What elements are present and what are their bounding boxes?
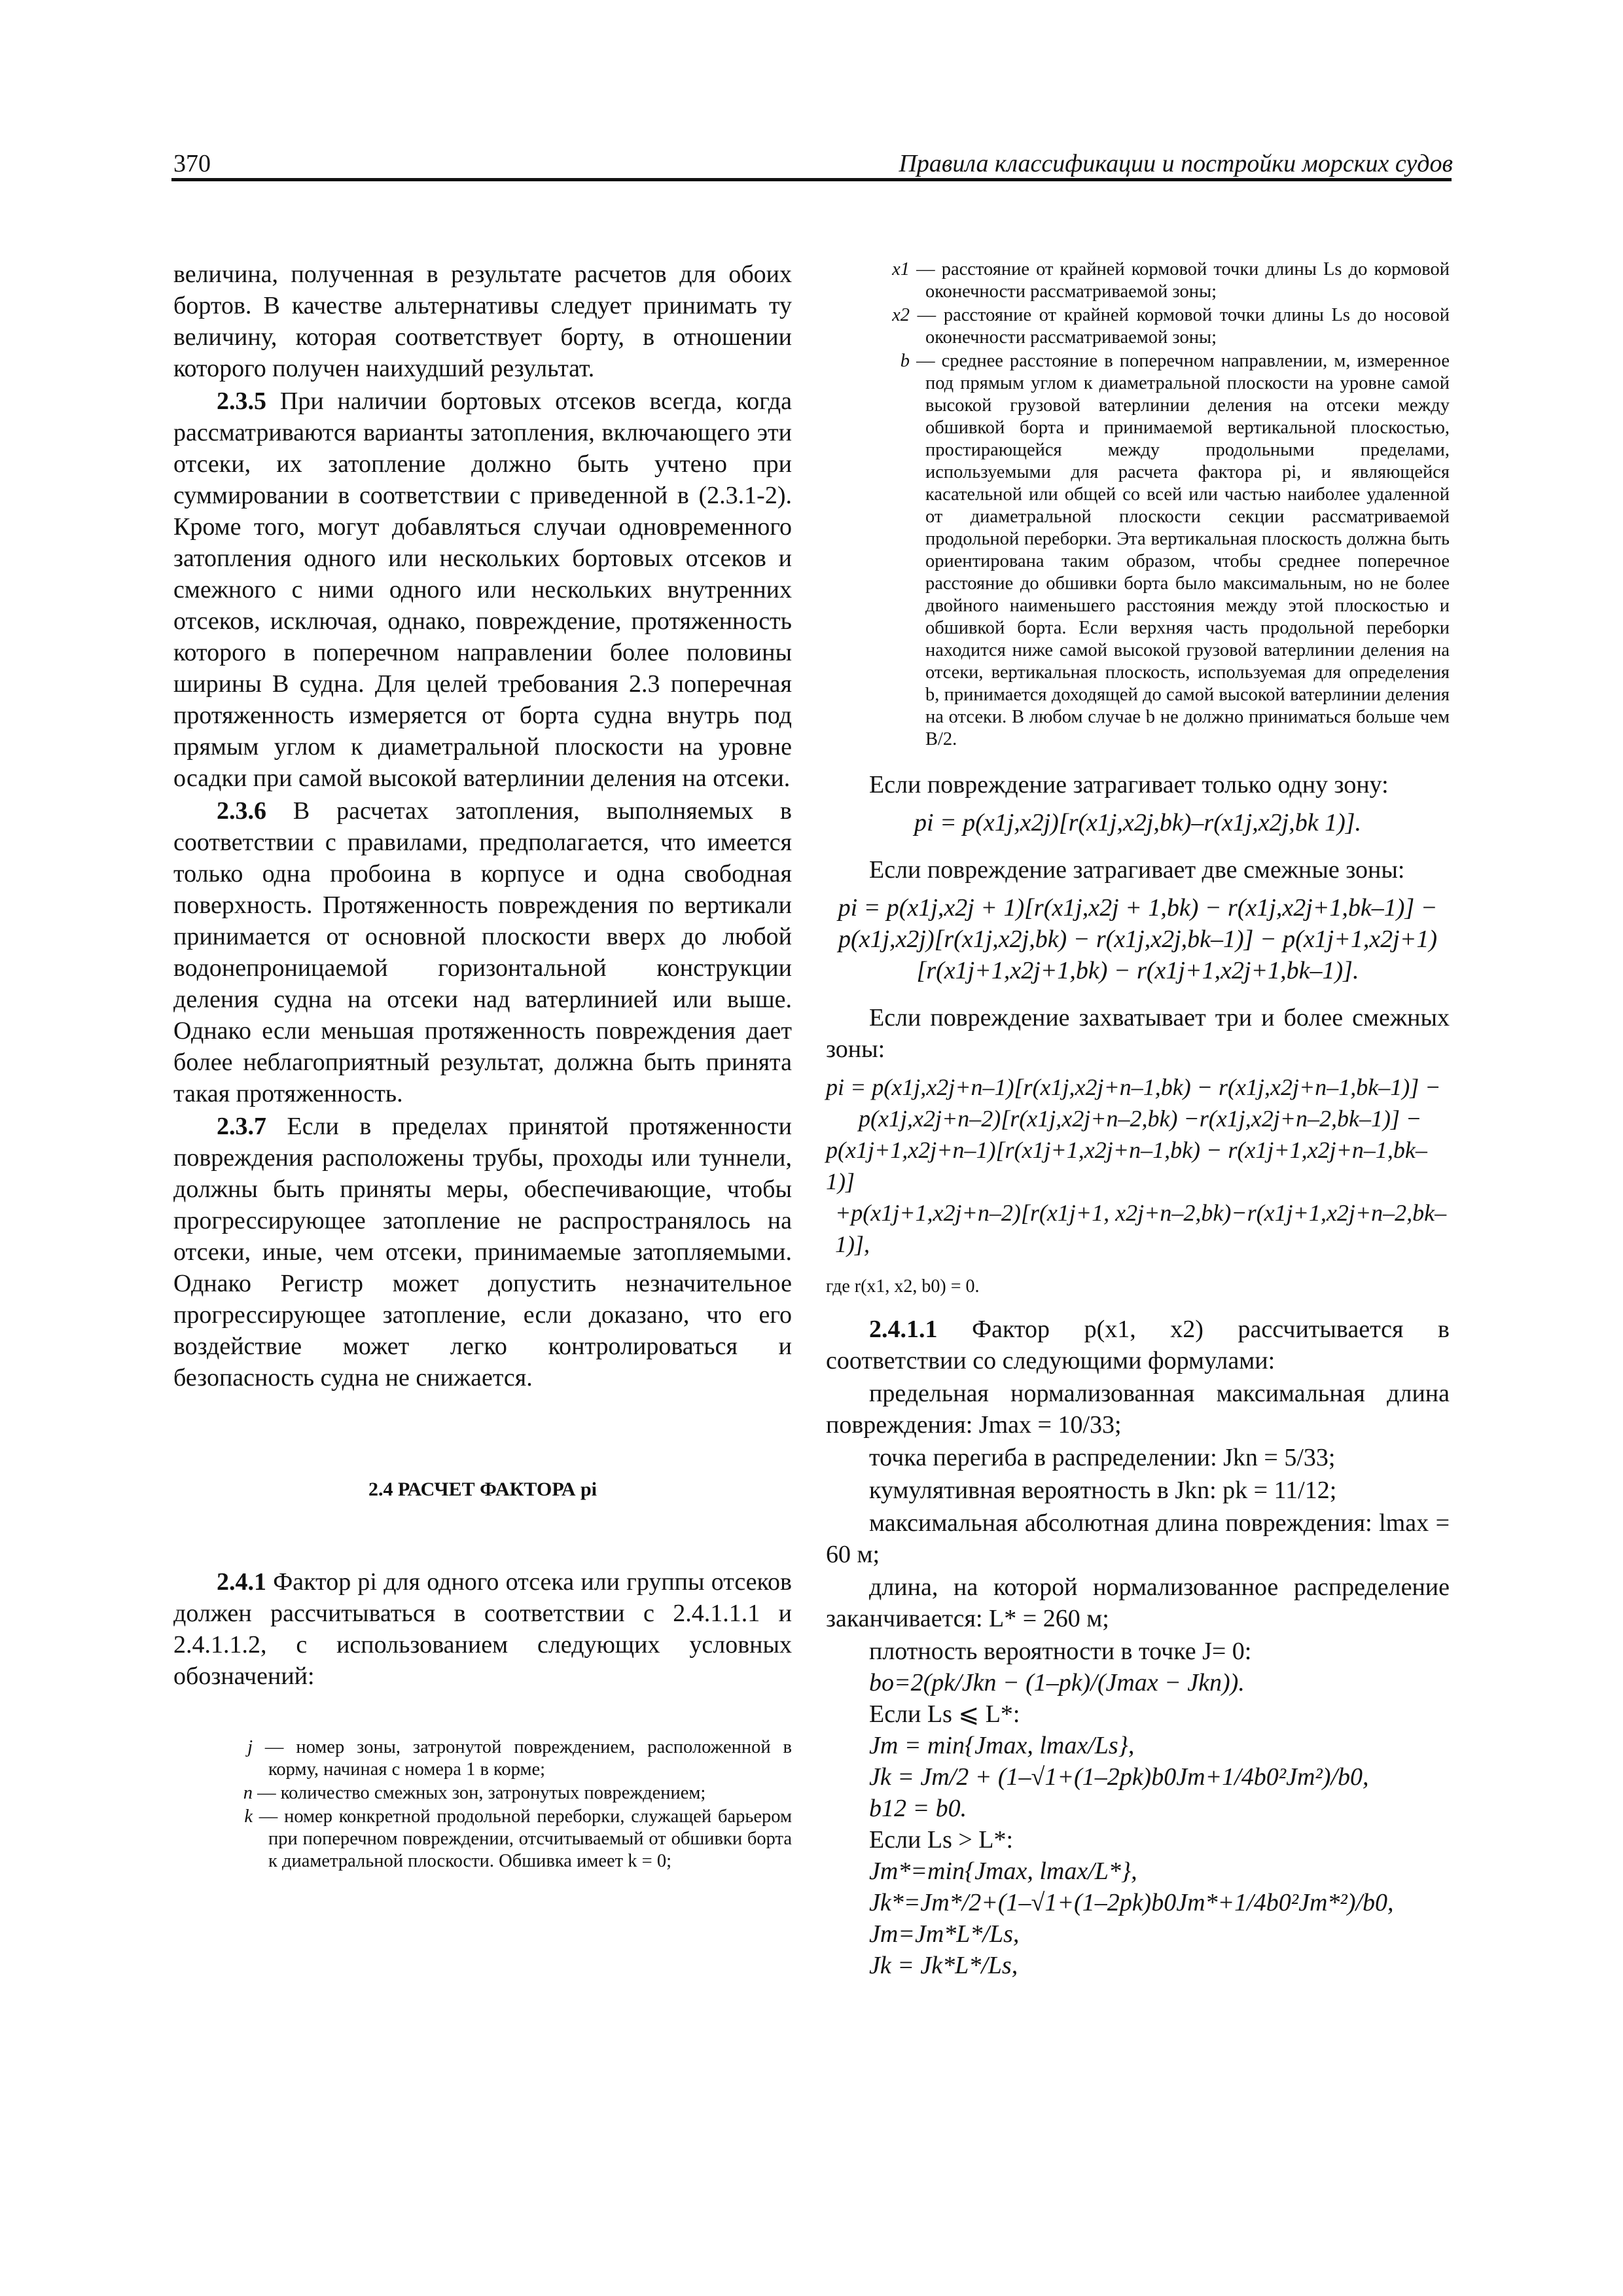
formula-line: pi = p(x1j,x2j+n–1)[r(x1j,x2j+n–1,bk) − r(x1j,x2j+n–1,bk–1)] − xyxy=(826,1074,1441,1100)
notation-item: b — среднее расстояние в поперечном направлении, м, измеренное под прямым углом к диаметральной плоскости на уровне самой высокой грузовой ватерлинии деления на отсеки между обшивкой борта и принимаемой вертикальной плоскостью, простирающейся между продольными пределами, используемыми для расчета фактора pi, и являющейся касательной или общей со всей или частью наиболее удаленной от диаметральной плоскости секции рассматриваемой продольной переборки. Эта вертикальная плоскость должна быть ориентирована таким образом, чтобы среднее поперечное расстояние до обшивки борта было максимальным, но не более двойного наименьшего расстояния между этой плоскостью и обшивкой борта. Если верхняя часть продольной переборки находится ниже самой высокой грузовой ватерлинии деления на отсеки, вертикальная плоскость, используемая для определения b, принимается доходящей до самой высокой ватерлинии деления на отсеки. В любом случае b не должно приниматься больше чем B/2. xyxy=(826,350,1450,751)
formula-three-zones xyxy=(826,1071,1450,1260)
notation-item: j — номер зоны, затронутой повреждением, расположенной в корму, начиная с номера 1 в корме; xyxy=(173,1736,792,1781)
formula-line: p(x1j,x2j)[r(x1j,x2j,bk) − r(x1j,x2j,bk–1)] − p(x1j+1,x2j+1) xyxy=(838,925,1438,953)
formula-line: bo=2(pk/Jkn − (1–pk)/(Jmax − Jkn)). xyxy=(869,1669,1245,1696)
header-rule xyxy=(171,178,1452,181)
notation-text: номер конкретной продольной переборки, служащей барьером при поперечном повреждении, отсчитываемый от обшивки борта к диаметральной плоскости. Обшивка имеет k = 0; xyxy=(268,1806,792,1871)
paragraph-text: Фактор pi для одного отсека или группы отсеков должен рассчитываться в соответствии с 2.4.1.1.1 и 2.4.1.1.2, с использованием следующих условных обозначений: xyxy=(173,1568,793,1690)
paragraph-text: Фактор p(x1, x2) рассчитывается в соответствии со следующими формулами: xyxy=(826,1316,1450,1374)
notation-list xyxy=(826,259,1450,751)
section-heading: 2.4 РАСЧЕТ ФАКТОРА pi xyxy=(368,1479,597,1500)
paragraph-2-4-1 xyxy=(173,1566,792,1692)
formula-line: pi = p(x1j,x2j + 1)[r(x1j,x2j + 1,bk) − r(x1j,x2j+1,bk–1)] − xyxy=(838,894,1438,922)
clause-number: 2.3.7 xyxy=(217,1113,266,1140)
formula-line: p(x1j,x2j+n–2)[r(x1j,x2j+n–2,bk) −r(x1j,x2j+n–2,bk–1)] − xyxy=(859,1105,1422,1132)
paragraph: длина, на которой нормализованное распределение заканчивается: L* = 260 м; xyxy=(826,1573,1450,1632)
paragraph-2-4-1-1 xyxy=(826,1314,1450,1376)
paragraph-text: При наличии бортовых отсеков всегда, когда рассматриваются варианты затопления, включающего эти отсеки, их затопление должно быть учтено при суммировании в соответствии с приведенной в (2.3.1-2). Кроме того, могут добавляться случаи одновременного затопления одного или нескольких бортовых отсеков и смежного с ними одного или нескольких внутренних отсеков, исключая, однако, повреждение, протяженность которого в поперечном направлении более половины ширины B судна. Для целей требования 2.3 поперечная протяженность измеряется от борта судна внутрь под прямым углом к диаметральной плоскости на уровне осадки при самой высокой ватерлинии деления на отсеки. xyxy=(173,387,792,792)
notation-list xyxy=(173,1736,792,1873)
clause-number: 2.4.1 xyxy=(217,1568,266,1596)
formula-line: b12 = b0. xyxy=(869,1795,967,1822)
notation-symbol: j xyxy=(247,1737,253,1757)
formula-line: плотность вероятности в точке J= 0: xyxy=(869,1638,1252,1665)
notation-text: расстояние от крайней кормовой точки длины Ls до носовой оконечности рассматриваемой зоны; xyxy=(925,305,1450,348)
paragraph: Если повреждение затрагивает две смежные зоны: xyxy=(869,856,1405,884)
notation-text: среднее расстояние в поперечном направлении, м, измеренное под прямым углом к диаметральной плоскости на уровне самой высокой грузовой ватерлинии деления на отсеки между обшивкой борта и принимаемой вертикальной плоскостью, простирающейся между продольными пределами, используемыми для расчета фактора pi, и являющейся касательной или общей со всей или частью наиболее удаленной от диаметральной плоскости секции рассматриваемой продольной переборки. Эта вертикальная плоскость должна быть ориентирована таким образом, чтобы среднее поперечное расстояние до обшивки борта было максимальным, но не более двойного наименьшего расстояния между этой плоскостью и обшивкой борта. Если верхняя часть продольной переборки находится ниже самой высокой грузовой ватерлинии деления на отсеки, вертикальная плоскость, используемая для определения b, принимается доходящей до самой высокой ватерлинии деления на отсеки. В любом случае b не должно приниматься больше чем B/2. xyxy=(925,351,1450,749)
notation-symbol: x2 xyxy=(892,305,910,325)
formula-line: Jm=Jm*L*/Ls, xyxy=(869,1920,1020,1948)
formula-block xyxy=(826,1636,1450,1981)
formula-line: Если Ls > L*: xyxy=(869,1826,1014,1854)
formula-note: где r(x1, x2, b0) = 0. xyxy=(826,1276,980,1297)
paragraph: величина, полученная в результате расчетов для обоих бортов. В качестве альтернативы следует принимать ту величину, которая соответствует борту, в отношении которого получен наихудший результат. xyxy=(173,260,792,382)
notation-item: n — количество смежных зон, затронутых повреждением; xyxy=(173,1782,792,1804)
running-title: Правила классификации и постройки морских судов xyxy=(899,150,1453,177)
paragraph-2-3-5 xyxy=(173,386,792,794)
formula-two-zones xyxy=(826,892,1450,986)
paragraph: максимальная абсолютная длина повреждения: lmax = 60 м; xyxy=(826,1509,1450,1568)
notation-symbol: b xyxy=(900,351,910,371)
paragraph-2-3-6 xyxy=(173,795,792,1109)
formula-one-zone xyxy=(826,807,1450,838)
formula-line: Если Ls ⩽ L*: xyxy=(869,1700,1020,1728)
notation-text: количество смежных зон, затронутых повреждением; xyxy=(280,1783,706,1803)
notation-symbol: k xyxy=(244,1806,253,1827)
paragraph-text: Если в пределах принятой протяженности повреждения расположены трубы, проходы или туннели, должны быть приняты меры, обеспечивающие, чтобы прогрессирующее затопление не распространялось на отсеки, иные, чем отсеки, принимаемые затопляемыми. Однако Регистр может допустить незначительное прогрессирующее затопление, если доказано, что его воздействие может легко контролироваться и безопасность судна не снижается. xyxy=(173,1113,792,1391)
clause-number: 2.3.6 xyxy=(217,797,266,825)
notation-item: k — номер конкретной продольной переборки, служащей барьером при поперечном повреждении, отсчитываемый от обшивки борта к диаметральной плоскости. Обшивка имеет k = 0; xyxy=(173,1806,792,1873)
clause-number: 2.3.5 xyxy=(217,387,266,415)
formula-line: [r(x1j+1,x2j+1,bk) − r(x1j+1,x2j+1,bk–1)]. xyxy=(916,957,1359,984)
formula-line: p(x1j+1,x2j+n–1)[r(x1j+1,x2j+n–1,bk) − r(x1j+1,x2j+n–1,bk–1)] xyxy=(826,1137,1427,1194)
formula-line: +p(x1j+1,x2j+n–2)[r(x1j+1, x2j+n–2,bk)−r(x1j+1,x2j+n–2,bk–1)], xyxy=(835,1200,1447,1257)
formula-line: Jk = Jm/2 + (1–√1+(1–2pk)b0Jm+1/4b0²Jm²)/b0, xyxy=(869,1763,1369,1791)
paragraph: Если повреждение затрагивает только одну зону: xyxy=(869,771,1389,798)
formula-line: Jk = Jk*L*/Ls, xyxy=(869,1952,1018,1979)
paragraph-text: В расчетах затопления, выполняемых в соответствии с правилами, предполагается, что имеется только одна пробоина в корпусе и одна свободная поверхность. Протяженность повреждения по вертикали принимается от основной плоскости вверх до любой водонепроницаемой горизонтальной конструкции деления судна на отсеки над ватерлинией или выше. Однако если меньшая протяженность повреждения дает более неблагоприятный результат, должна быть принята такая протяженность. xyxy=(173,797,792,1107)
formula-line: Jm*=min{Jmax, lmax/L*}, xyxy=(869,1857,1137,1885)
clause-number: 2.4.1.1 xyxy=(869,1316,938,1343)
notation-symbol: x1 xyxy=(892,259,910,279)
right-column xyxy=(826,259,1450,1981)
notation-symbol: n xyxy=(243,1783,253,1803)
left-column xyxy=(173,259,792,1874)
paragraph: предельная нормализованная максимальная длина повреждения: Jmax = 10/33; xyxy=(826,1380,1450,1439)
paragraph-2-3-7 xyxy=(173,1111,792,1393)
paragraph: Если повреждение захватывает три и более смежных зоны: xyxy=(826,1004,1450,1063)
notation-text: номер зоны, затронутой повреждением, расположенной в корму, начиная с номера 1 в корме; xyxy=(268,1737,793,1780)
formula-line: Jk*=Jm*/2+(1–√1+(1–2pk)b0Jm*+1/4b0²Jm*²)/b0, xyxy=(869,1889,1394,1916)
formula-line: pi = p(x1j,x2j)[r(x1j,x2j,bk)–r(x1j,x2j,bk 1)]. xyxy=(914,809,1362,836)
paragraph: точка перегиба в распределении: Jkn = 5/33; xyxy=(869,1444,1336,1471)
page-number: 370 xyxy=(173,150,211,177)
notation-item: x2 — расстояние от крайней кормовой точки длины Ls до носовой оконечности рассматриваемой зоны; xyxy=(826,304,1450,349)
notation-text: расстояние от крайней кормовой точки длины Ls до кормовой оконечности рассматриваемой зоны; xyxy=(925,259,1450,302)
paragraph: кумулятивная вероятность в Jkn: pk = 11/12; xyxy=(869,1477,1337,1504)
formula-line: Jm = min{Jmax, lmax/Ls}, xyxy=(869,1732,1135,1759)
notation-item: x1 — расстояние от крайней кормовой точки длины Ls до кормовой оконечности рассматриваемой зоны; xyxy=(826,259,1450,303)
